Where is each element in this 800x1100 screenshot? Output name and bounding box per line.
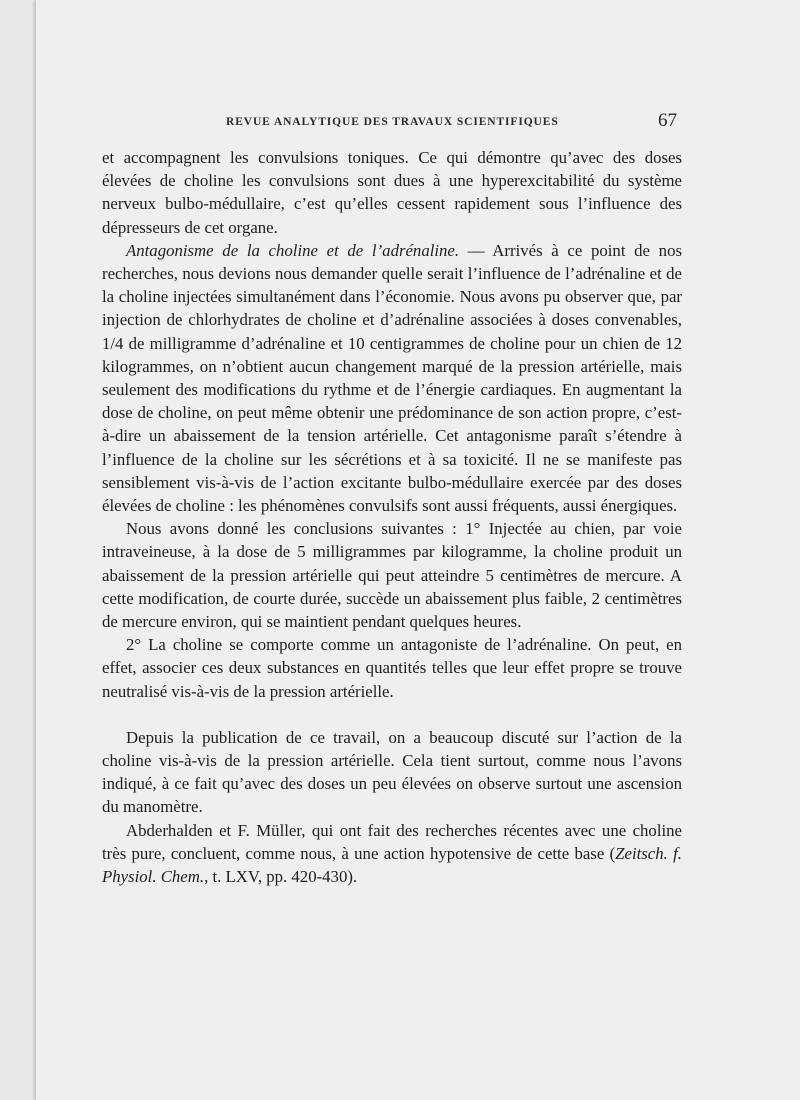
paragraph-1: et accompagnent les convulsions toniques. Ce qui démontre qu’avec des doses élevées de choline les convulsions sont dues à une hyperexcitabilité du système nerveux bulbo-médullaire, c’est qu’elles cessent rapidement sous l’influence des dépresseurs de cet organe.: [102, 148, 682, 237]
paragraph-3: Nous avons donné les conclusions suivantes : 1° Injectée au chien, par voie intraveineuse, à la dose de 5 milligrammes par kilogramme, la choline produit un abaissement de la pression artérielle qui peut atteindre 5 centimètres de mercure. A cette modification, de courte durée, succède un abaissement plus faible, 2 centimètres de mercure environ, qui se maintient pendant quelques heures.: [102, 519, 682, 632]
paragraph-6-text-before: Abderhalden et F. Müller, qui ont fait des recherches récentes avec une choline très pure, concluent, comme nous, à une action hypotensive de cette base (: [102, 820, 682, 863]
citation-journal: Zeitsch. f. Physiol. Chem.: [102, 843, 682, 887]
paragraph-2: [102, 239, 682, 517]
running-head: [36, 110, 800, 134]
paragraph-5: Depuis la publication de ce travail, on a beaucoup discuté sur l’action de la choline vis-à-vis de la pression artérielle. Cela tient surtout, comme nous l’avons indiqué, à ce fait qu’avec des doses un peu élevées on observe surtout une ascension du manomètre.: [102, 727, 682, 817]
paragraph-4: 2° La choline se comporte comme un antagoniste de l’adrénaline. On peut, en effet, associer ces deux substances en quantités telles que leur effet propre se trouve neutralisé vis-à-vis de la pression artérielle.: [102, 635, 682, 701]
section-title-antagonisme: Antagonisme de la choline et de l’adrénaline.: [126, 240, 460, 260]
page-number: 67: [658, 110, 677, 131]
paragraph-6-text-after: , t. LXV, pp. 420-430).: [204, 867, 358, 887]
section-gap: [102, 703, 682, 726]
paragraph-6: [102, 819, 682, 889]
book-page: [36, 0, 800, 1100]
body-text: [102, 146, 682, 888]
paragraph-2-text: — Arrivés à ce point de nos recherches, nous devions nous demander quelle serait l’influence de l’adrénaline et de la choline injectées simultanément dans l’économie. Nous avons pu observer que, par injection de chlorhydrates de choline et d’adrénaline associées à doses convenables, 1/4 de milligramme d’adrénaline et 10 centigrammes de choline pour un chien de 12 kilogrammes, on n’obtient aucun changement marqué de la pression artérielle, mais seulement des modifications du rythme et de l’énergie cardiaques. En augmentant la dose de choline, on peut même obtenir une prédominance de son action propre, c’est-à-dire un abaissement de la tension artérielle. Cet antagonisme paraît s’étendre à l’influence de la choline sur les sécrétions et à sa toxicité. Il ne se manifeste pas sensiblement vis-à-vis de l’action excitante bulbo-médullaire exercée par des doses élevées de choline : les phénomènes convulsifs sont aussi fréquents, aussi énergiques.: [102, 240, 682, 516]
running-title: REVUE ANALYTIQUE DES TRAVAUX SCIENTIFIQUES: [226, 116, 559, 128]
